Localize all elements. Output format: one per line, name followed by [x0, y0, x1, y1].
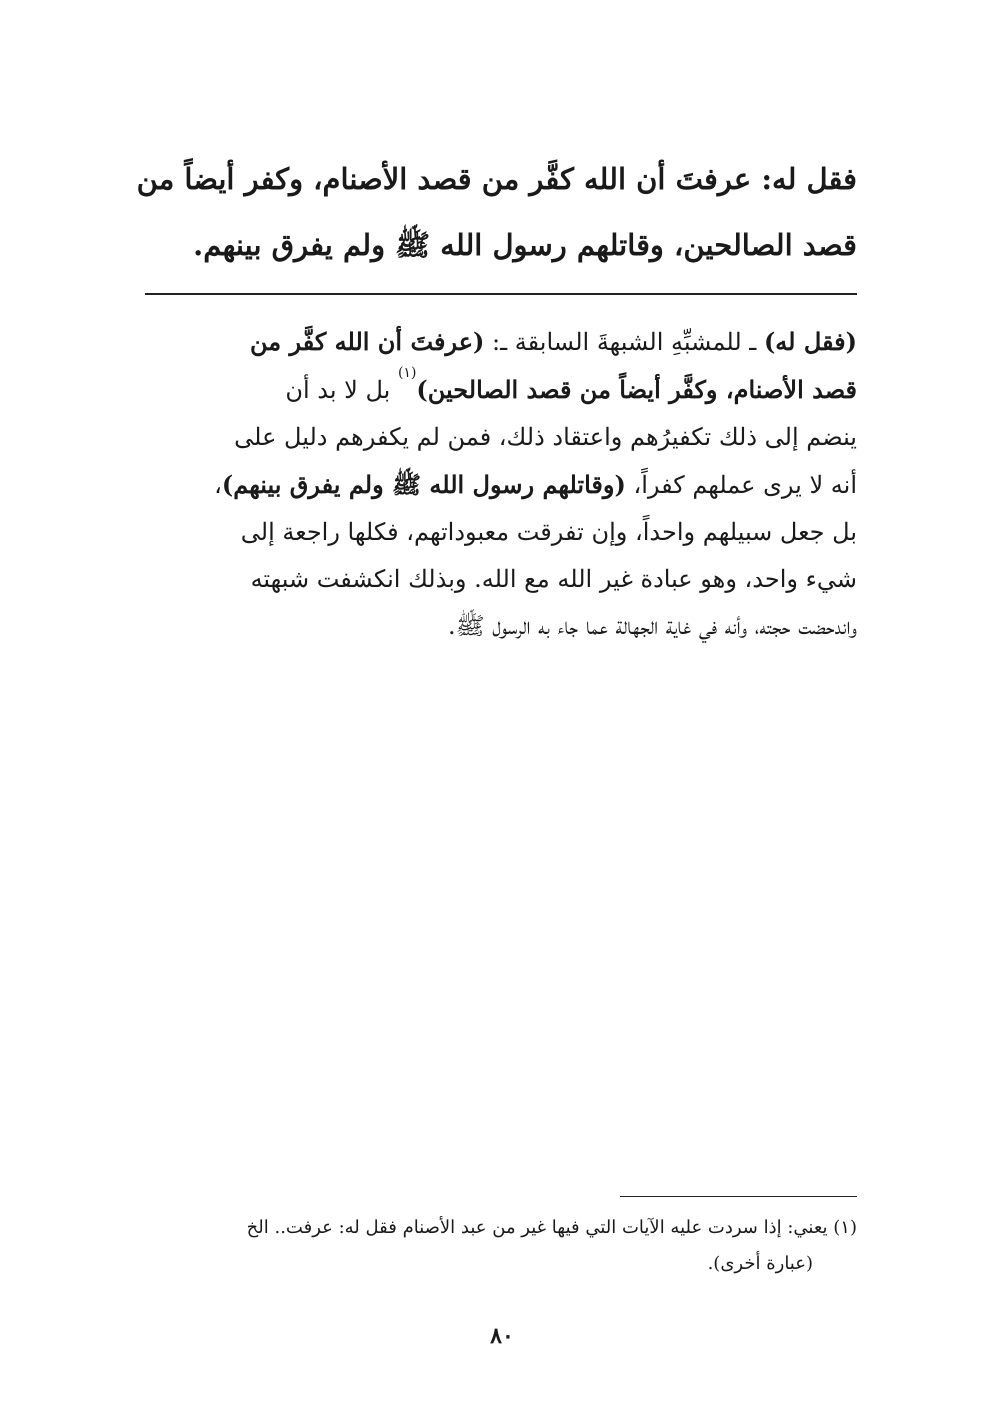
page-number: ٨٠ [490, 1323, 514, 1349]
heading-divider [145, 293, 857, 295]
body-line-7: واندحضت حجته، وأنه في غاية الجهالة عما جاء به الرسول ﷺ. [447, 612, 857, 640]
body-bold-text: (وقاتلهم رسول الله ﷺ ولم يفرق بينهم) [221, 470, 626, 499]
footnote-line-2: (عبارة أخرى). [707, 1253, 813, 1274]
body-bold-text: (فقل له) [763, 327, 857, 356]
body-plain-text: أنه لا يرى عملهم كفراً، [625, 471, 857, 499]
footnote-marker: (١) [397, 365, 417, 381]
body-plain-text: ـ للمشبِّهِ الشبهةَ السابقة ـ: [484, 328, 764, 356]
commentary-text [145, 318, 857, 650]
body-line-3: ينضم إلى ذلك تكفيرُهم واعتقاد ذلك، فمن لم يكفرهم دليل على [234, 423, 857, 451]
body-bold-text: قصد الأصنام، وكفَّر أيضاً من قصد الصالحين) [416, 375, 857, 404]
body-plain-text: بل لا بد أن [285, 376, 398, 404]
heading-line-1: فقل له: عرفتَ أن الله كفَّر من قصد الأصنام، وكفر أيضاً من [136, 162, 857, 196]
heading-line-2: قصد الصالحين، وقاتلهم رسول الله ﷺ ولم يفرق بينهم. [193, 228, 857, 262]
body-line-1 [145, 318, 857, 366]
body-bold-text: (عرفتَ أن الله كفَّر من [250, 327, 485, 356]
footnote-divider [620, 1196, 857, 1197]
body-line-5: بل جعل سبيلهم واحداً، وإن تفرقت معبوداتهم، فكلها راجعة إلى [240, 518, 857, 546]
body-line-2 [145, 366, 857, 414]
body-line-6: شيء واحد، وهو عبادة غير الله مع الله. وبذلك انكشفت شبهته [250, 565, 857, 593]
footnote-line-1: (١) يعني: إذا سردت عليه الآيات التي فيها غير من عبد الأصنام فقل له: عرفت.. الخ [246, 1217, 857, 1238]
main-heading [136, 146, 857, 278]
body-line-4 [145, 461, 857, 509]
footnote [145, 1210, 857, 1282]
body-plain-text: ، [214, 471, 222, 499]
